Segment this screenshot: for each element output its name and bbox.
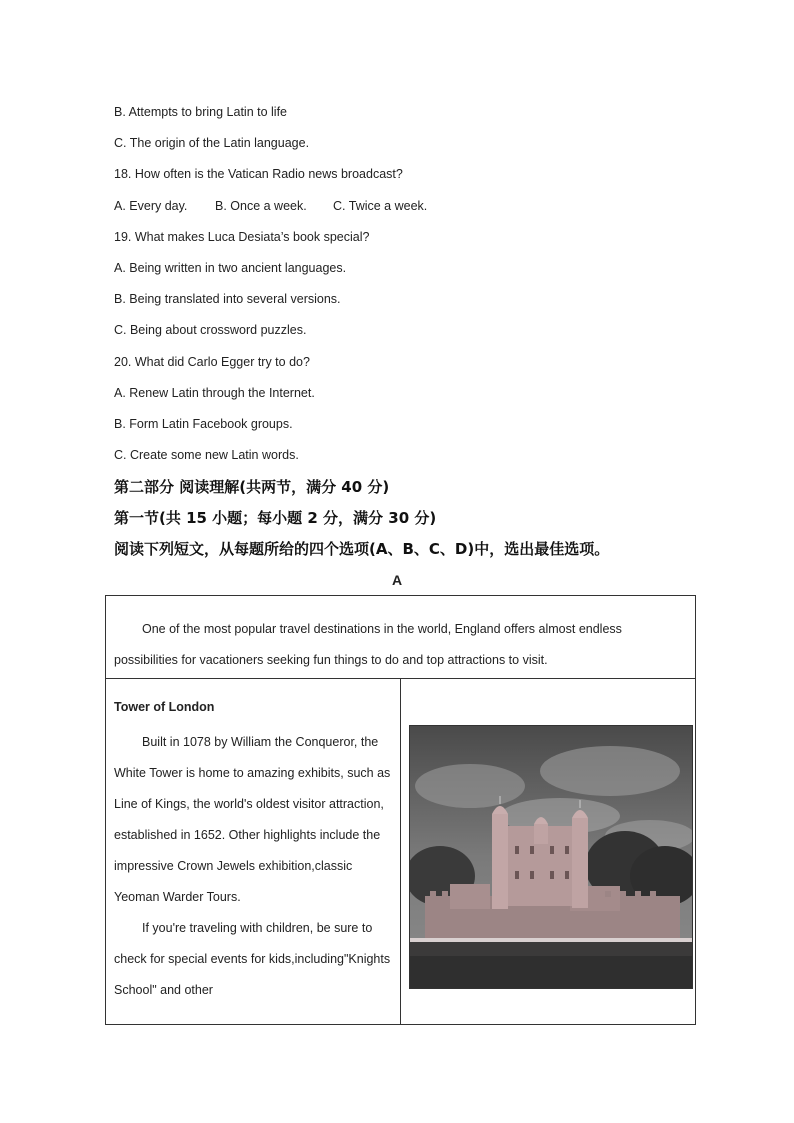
passage-intro: One of the most popular travel destinations in the world, England offers almost endless possibilities for vacationers seeking fun things to do and top attractions to visit.: [114, 622, 622, 667]
q18-option-b: B. Once a week.: [215, 199, 307, 213]
tower-paragraph-1: Built in 1078 by William the Conqueror, the White Tower is home to amazing exhibits, such as Line of Kings, the world's oldest visitor attraction, established in 1652. Other highlights include the impressive Crown Jewels exhibition,classic Yeoman Warder Tours.: [114, 735, 391, 904]
tower-of-london-photo: [409, 725, 693, 989]
q17-option-c: C. The origin of the Latin language.: [114, 136, 310, 150]
q18-stem: 18. How often is the Vatican Radio news broadcast?: [114, 167, 403, 181]
q20-stem: 20. What did Carlo Egger try to do?: [114, 355, 310, 369]
subsection-heading: 第一节(共 15 小题；每小题 2 分，满分 30 分): [114, 509, 437, 527]
q20-option-c: C. Create some new Latin words.: [114, 448, 299, 462]
q20-option-a: A. Renew Latin through the Internet.: [114, 386, 315, 400]
q18-option-c: C. Twice a week.: [333, 199, 428, 213]
tower-paragraph-2: If you're traveling with children, be sure to check for special events for kids,including"Knights School" and other: [114, 921, 391, 997]
q18-options: [114, 198, 427, 214]
q19-option-b: B. Being translated into several versions.: [114, 292, 341, 306]
q18-option-a: A. Every day.: [114, 199, 188, 213]
passage-intro-cell: [106, 596, 696, 679]
passage-table: [105, 595, 696, 1025]
tower-photo-cell: [401, 679, 696, 1025]
tower-title: Tower of London: [114, 700, 215, 714]
tower-text-cell: [106, 679, 401, 1025]
tower-illustration: [410, 726, 692, 988]
q20-option-b: B. Form Latin Facebook groups.: [114, 417, 293, 431]
q17-option-b: B. Attempts to bring Latin to life: [114, 105, 288, 119]
instructions: 阅读下列短文，从每题所给的四个选项(A、B、C、D)中，选出最佳选项。: [114, 540, 610, 558]
q19-option-c: C. Being about crossword puzzles.: [114, 323, 307, 337]
q19-option-a: A. Being written in two ancient languages.: [114, 261, 347, 275]
q19-stem: 19. What makes Luca Desiata’s book special?: [114, 230, 370, 244]
part-heading: 第二部分 阅读理解(共两节，满分 40 分): [114, 478, 390, 496]
passage-letter: A: [391, 572, 403, 588]
